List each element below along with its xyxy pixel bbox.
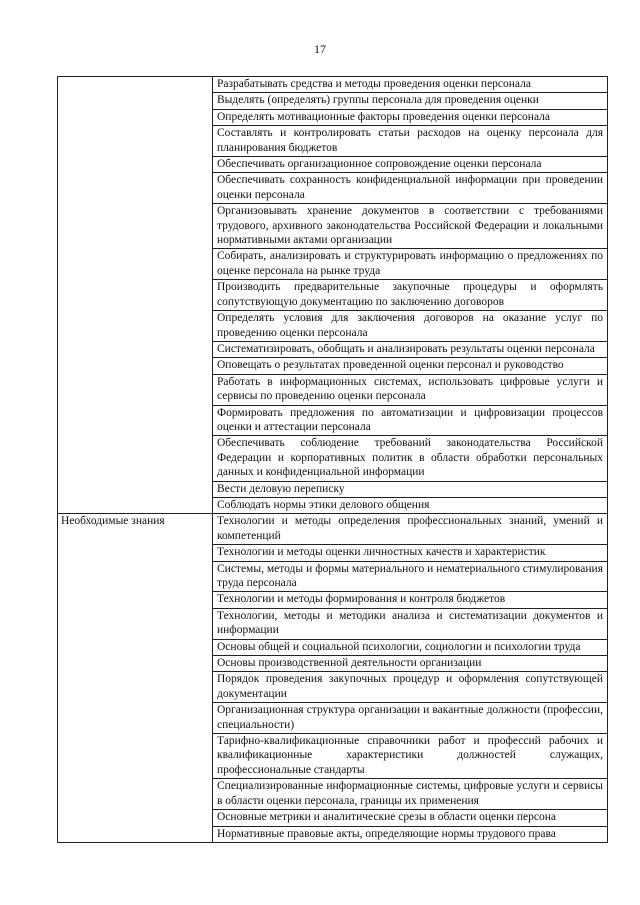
list-item: Основы общей и социальной психологии, социологии и психологии труда <box>213 640 607 656</box>
list-item: Организационная структура организации и вакантные должности (профессии, специальности) <box>213 703 607 734</box>
items-cell <box>213 514 608 843</box>
list-item: Составлять и контролировать статьи расходов на оценку персонала для планирования бюджетов <box>213 126 607 157</box>
list-item: Определять мотивационные факторы проведения оценки персонала <box>213 110 607 126</box>
items-cell <box>213 77 608 514</box>
list-item: Оповещать о результатах проведенной оценки персонал и руководство <box>213 358 607 374</box>
requirements-table <box>57 76 608 843</box>
table-row <box>58 77 608 514</box>
list-item: Определять условия для заключения договоров на оказание услуг по проведению оценки персонала <box>213 311 607 342</box>
list-item: Собирать, анализировать и структурировать информацию о предложениях по оценке персонала на рынке труда <box>213 249 607 280</box>
list-item: Формировать предложения по автоматизации и цифровизации процессов оценки и аттестации персонала <box>213 406 607 437</box>
list-item: Обеспечивать соблюдение требований законодательства Российской Федерации и корпоративных политик в области обработки персональных данных и конфиденциальной информации <box>213 436 607 481</box>
list-item: Выделять (определять) группы персонала для проведения оценки <box>213 93 607 109</box>
list-item: Обеспечивать организационное сопровождение оценки персонала <box>213 157 607 173</box>
list-item: Систематизировать, обобщать и анализировать результаты оценки персонала <box>213 342 607 358</box>
list-item: Порядок проведения закупочных процедур и оформления сопутствующей документации <box>213 672 607 703</box>
table-row <box>58 514 608 843</box>
list-item: Организовывать хранение документов в соответствии с требованиями трудового, архивного законодательства Российской Федерации и локальными нормативными актами организации <box>213 204 607 249</box>
list-item: Технологии и методы формирования и контроля бюджетов <box>213 592 607 608</box>
list-item: Нормативные правовые акты, определяющие нормы трудового права <box>217 827 556 840</box>
list-item: Специализированные информационные системы, цифровые услуги и сервисы в области оценки персонала, границы их применения <box>213 779 607 810</box>
list-item: Технологии и методы определения профессиональных знаний, умений и компетенций <box>213 514 607 545</box>
list-item: Технологии и методы оценки личностных качеств и характеристик <box>213 545 607 561</box>
list-item: Обеспечивать сохранность конфиденциальной информации при проведении оценки персонала <box>213 173 607 204</box>
list-item: Вести деловую переписку <box>213 482 607 498</box>
list-item: Соблюдать нормы этики делового общения <box>217 498 430 511</box>
row-label: Необходимые знания <box>61 515 165 528</box>
list-item: Основные метрики и аналитические срезы в области оценки персона <box>213 810 607 826</box>
list-item: Системы, методы и формы материального и нематериального стимулирования труда персонала <box>213 562 607 593</box>
list-item: Основы производственной деятельности организации <box>213 656 607 672</box>
list-item: Производить предварительные закупочные процедуры и оформлять сопутствующую документацию по заключению договоров <box>213 280 607 311</box>
row-label-cell <box>58 514 213 843</box>
list-item: Технологии, методы и методики анализа и систематизации документов и информации <box>213 609 607 640</box>
list-item: Разрабатывать средства и методы проведения оценки персонала <box>213 77 607 93</box>
list-item: Тарифно-квалификационные справочники работ и профессий рабочих и квалификационные характеристики должностей служащих, профессиональные стандарты <box>213 734 607 779</box>
list-item: Работать в информационных системах, использовать цифровые услуги и сервисы по проведению оценки персонала <box>213 375 607 406</box>
row-label-cell <box>58 77 213 514</box>
page-number: 17 <box>314 42 326 56</box>
